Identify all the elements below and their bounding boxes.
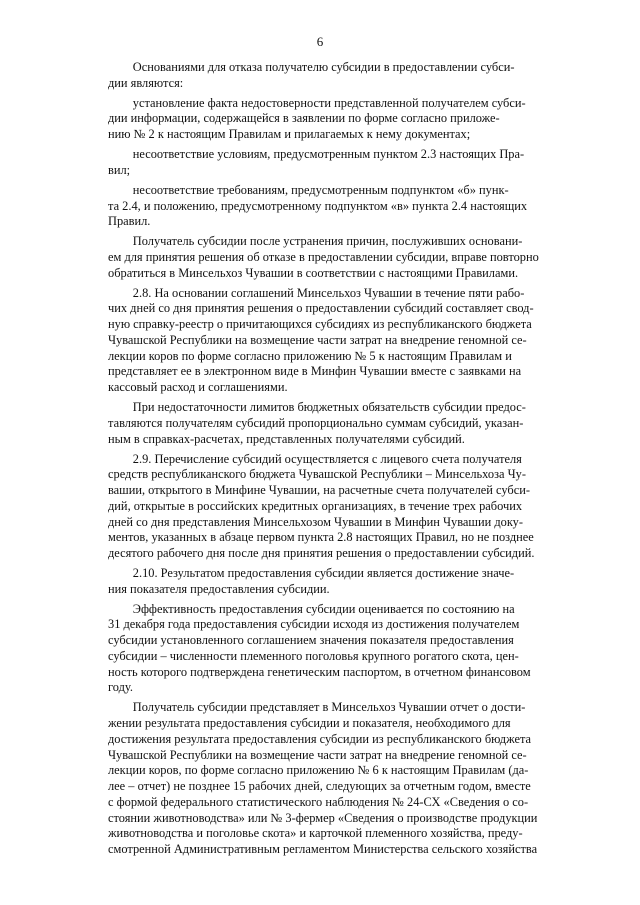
paragraph-efficiency: Эффективность предоставления субсидии оценивается по состоянию на 31 декабря года предоставления субсидии исходя из достижения получателем субсидии установленного соглашением значения показателя предоставления субсидии – численности племенного поголовья крупного рогатого скота, цен- ность которого подтверждена генетическим паспортом, в отчетном финансовом году. [108,601,531,695]
paragraph-refusal-grounds: Основаниями для отказа получателю субсидии в предоставлении субси- дии являются: [108,60,515,90]
document-body [108,60,596,862]
paragraph-condition-mismatch: несоответствие условиям, предусмотренным пунктом 2.3 настоящих Пра- вил; [108,147,525,177]
paragraph-requirement-mismatch: несоответствие требованиям, предусмотренным подпунктом «б» пунк- та 2.4, и положению, предусмотренному подпунктом «в» пункта 2.4 настоящих Правил. [108,182,528,229]
paragraph-section-2-9: 2.9. Перечисление субсидий осуществляется с лицевого счета получателя средств республиканского бюджета Чувашской Республики – Минсельхоза Чу- вашии, открытого в Минфине Чувашии, на расчетные счета получателей субси- дий, открытые в российских кредитных организациях, в течение трех рабочих дней со дня представления Минсельхозом Чувашии в Минфин Чувашии доку- ментов, указанных в абзаце первом пункта 2.8 настоящих Правил, но не позднее десятого рабочего дня после дня принятия решения о предоставлении субсидий. [108,451,535,561]
paragraph-section-2-8: 2.8. На основании соглашений Минсельхоз Чувашии в течение пяти рабо- чих дней со дня принятия решения о предоставлении субсидий составляет свод- ную справку-реестр о причитающихся субсидиях из республиканского бюджета Чувашской Республики на возмещение части затрат на внедрение геномной се- лекции коров по форме согласно приложению № 5 к настоящим Правилам и представляет ее в электронном виде в Минфин Чувашии вместе с заявками на кассовый расход и соглашениями. [108,285,534,395]
paragraph-report: Получатель субсидии представляет в Минсельхоз Чувашии отчет о дости- жении результата предоставления субсидии и показателя, необходимого для достижения результата предоставления субсидии из республиканского бюджета Чувашской Республики на возмещение части затрат на внедрение геномной се- лекции коров, по форме согласно приложению № 6 к настоящим Правилам (да- лее – отчет) не позднее 15 рабочих дней, следующих за отчетным годом, вместе с формой федерального статистического наблюдения № 24-СХ «Сведения о со- стоянии животноводства» или № 3-фермер «Сведения о производстве продукции животноводства и поголовье скота» и карточкой племенного хозяйства, преду- смотренной Административным регламентом Министерства сельского хозяйства [108,700,538,857]
paragraph-reapplication: Получатель субсидии после устранения причин, послуживших основани- ем для принятия решения об отказе в предоставлении субсидии, вправе повторно обратиться в Минсельхоз Чувашии в соответствии с настоящими Правилами. [108,234,539,280]
paragraph-false-information: установление факта недостоверности представленной получателем субси- дии информации, содержащейся в заявлении по форме согласно приложе- нию № 2 к настоящим Правилам и прилагаемых к нему документах; [108,95,526,142]
paragraph-limits-shortage: При недостаточности лимитов бюджетных обязательств субсидии предос- тавляются получателям субсидий пропорционально суммам субсидий, указан- ным в справках-расчетах, представленных получателями субсидий. [108,400,526,446]
page-number: 6 [316,34,324,49]
paragraph-section-2-10: 2.10. Результатом предоставления субсидии является достижение значе- ния показателя предоставления субсидии. [108,566,515,596]
